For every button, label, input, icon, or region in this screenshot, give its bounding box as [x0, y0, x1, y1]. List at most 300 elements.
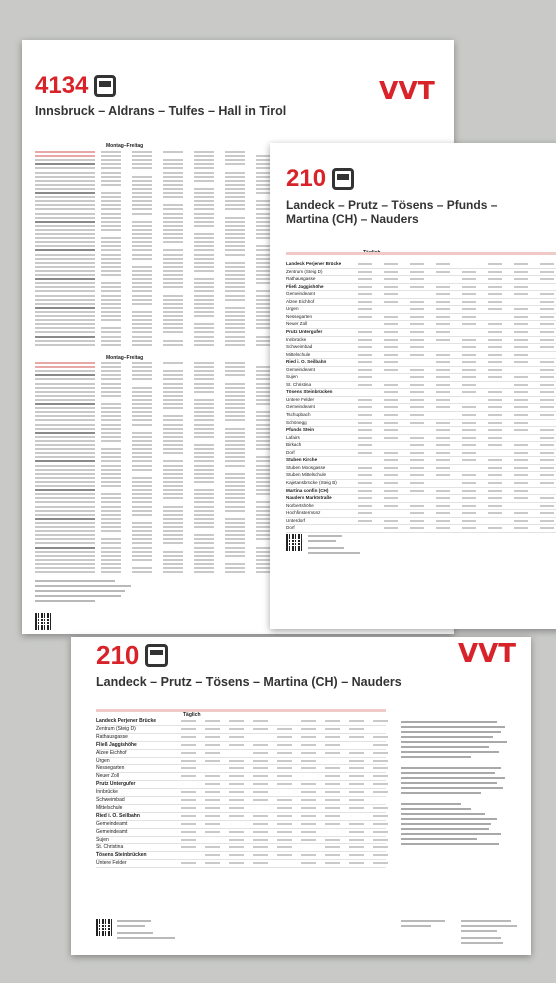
- table-row-time: [194, 180, 214, 182]
- table-row-time: [101, 286, 121, 288]
- time-cell: [410, 271, 424, 273]
- table-row-stop: [35, 315, 95, 317]
- row-divider: [286, 403, 556, 404]
- table-row-time: [225, 444, 245, 446]
- time-cell: [277, 783, 292, 785]
- time-cell: [540, 301, 554, 303]
- time-cell: [436, 497, 450, 499]
- time-cell: [410, 391, 424, 393]
- table-row-time: [163, 538, 183, 540]
- table-row-time: [101, 331, 121, 333]
- table-row-time: [225, 526, 245, 528]
- table-row-time: [225, 440, 245, 442]
- table-row-time: [194, 465, 214, 467]
- table-row-time: [132, 530, 152, 532]
- time-cell: [277, 839, 292, 841]
- table-row-time: [101, 295, 121, 297]
- table-row-time: [101, 303, 121, 305]
- table-row-time: [194, 383, 214, 385]
- time-cell: [205, 760, 220, 762]
- table-row-time: [163, 485, 183, 487]
- time-cell: [253, 760, 268, 762]
- time-cell: [410, 316, 424, 318]
- row-divider: [96, 859, 386, 860]
- time-cell: [384, 301, 398, 303]
- table-row-time: [225, 387, 245, 389]
- time-cell: [301, 807, 316, 809]
- table-row-time: [225, 172, 245, 174]
- table-row-time: [101, 299, 121, 301]
- qr-code: [35, 613, 52, 630]
- table-row-time: [194, 254, 214, 256]
- time-cell: [436, 505, 450, 507]
- table-row-time: [194, 424, 214, 426]
- row-divider: [286, 524, 556, 525]
- table-row-time: [194, 522, 214, 524]
- time-cell: [373, 775, 388, 777]
- table-row-time: [225, 151, 245, 153]
- time-cell: [514, 406, 528, 408]
- route-title-line-2: Martina (CH) – Nauders: [286, 211, 419, 226]
- time-cell: [436, 316, 450, 318]
- stop-name: Ried i. O. Seilbahn: [286, 359, 327, 365]
- time-cell: [436, 286, 450, 288]
- table-row-time: [225, 374, 245, 376]
- time-cell: [436, 467, 450, 469]
- table-row-time: [163, 204, 183, 206]
- table-row-time: [163, 481, 183, 483]
- table-row-time: [132, 465, 152, 467]
- table-row-time: [194, 551, 214, 553]
- table-row-time: [163, 391, 183, 393]
- time-cell: [462, 346, 476, 348]
- time-cell: [514, 331, 528, 333]
- stop-name: Nessegarten: [96, 765, 125, 772]
- time-cell: [540, 339, 554, 341]
- table-row-time: [225, 563, 245, 565]
- table-row-time: [101, 559, 121, 561]
- row-divider: [286, 268, 556, 269]
- time-cell: [358, 293, 372, 295]
- table-row-time: [132, 270, 152, 272]
- table-row-time: [194, 204, 214, 206]
- table-row-time: [225, 391, 245, 393]
- table-row-time: [132, 526, 152, 528]
- time-cell: [540, 361, 554, 363]
- table-row-time: [225, 518, 245, 520]
- time-cell: [488, 323, 502, 325]
- table-row-time: [101, 460, 121, 462]
- table-row-time: [132, 327, 152, 329]
- table-row-time: [132, 419, 152, 421]
- table-row-time: [132, 403, 152, 405]
- time-cell: [436, 437, 450, 439]
- table-row-time: [194, 518, 214, 520]
- table-row-time: [225, 481, 245, 483]
- table-row-time: [194, 411, 214, 413]
- table-row-time: [101, 481, 121, 483]
- time-cell: [181, 823, 196, 825]
- table-row-stop: [35, 555, 95, 557]
- route-number: [35, 74, 116, 98]
- time-cell: [540, 316, 554, 318]
- table-row-time: [101, 290, 121, 292]
- table-row-time: [225, 436, 245, 438]
- table-row-stop: [35, 542, 95, 544]
- time-cell: [384, 452, 398, 454]
- table-row-time: [225, 311, 245, 313]
- time-cell: [540, 520, 554, 522]
- table-row-time: [225, 249, 245, 251]
- table-row-stop: [35, 506, 95, 508]
- time-cell: [514, 512, 528, 514]
- table-row-time: [163, 208, 183, 210]
- time-cell: [325, 807, 340, 809]
- table-row-time: [163, 514, 183, 516]
- table-row-time: [132, 200, 152, 202]
- info-note-line: [401, 808, 471, 810]
- time-cell: [540, 406, 554, 408]
- stop-name: Alzee Eichhof: [286, 298, 315, 304]
- time-cell: [349, 846, 364, 848]
- table-row-time: [132, 551, 152, 553]
- time-cell: [540, 308, 554, 310]
- table-row-stop: [35, 428, 95, 430]
- table-row-time: [194, 514, 214, 516]
- time-cell: [462, 384, 476, 386]
- time-cell: [488, 429, 502, 431]
- footnote-line: [35, 600, 95, 602]
- days-label: Täglich: [183, 712, 201, 718]
- timetable-sheet-210-nauders: [270, 143, 556, 629]
- time-cell: [436, 422, 450, 424]
- time-cell: [540, 271, 554, 273]
- table-row-time: [101, 465, 121, 467]
- table-row-stop: [35, 473, 95, 475]
- time-cell: [229, 839, 244, 841]
- time-cell: [325, 791, 340, 793]
- time-cell: [540, 323, 554, 325]
- table-row-time: [163, 295, 183, 297]
- time-cell: [358, 339, 372, 341]
- vvt-logo: VVT: [458, 639, 516, 669]
- time-cell: [488, 293, 502, 295]
- time-cell: [410, 406, 424, 408]
- table-row-stop: [35, 530, 95, 532]
- time-cell: [277, 736, 292, 738]
- fine-print: [308, 535, 342, 537]
- table-row-time: [132, 213, 152, 215]
- table-row-time: [101, 327, 121, 329]
- table-row-time: [163, 266, 183, 268]
- info-note-line: [401, 803, 461, 805]
- table-row-time: [225, 262, 245, 264]
- table-row-time: [101, 374, 121, 376]
- time-cell: [301, 791, 316, 793]
- stop-name: Gemeindeamt: [96, 828, 128, 835]
- time-cell: [488, 490, 502, 492]
- time-cell: [540, 429, 554, 431]
- table-row-stop: [35, 407, 95, 409]
- table-row-stop: [35, 208, 95, 210]
- time-cell: [436, 301, 450, 303]
- time-cell: [384, 467, 398, 469]
- table-row-time: [132, 493, 152, 495]
- fine-print: [117, 932, 153, 934]
- table-row-time: [163, 262, 183, 264]
- table-row-time: [101, 530, 121, 532]
- time-cell: [436, 490, 450, 492]
- time-cell: [436, 263, 450, 265]
- table-row-stop: [35, 286, 95, 288]
- table-row-time: [163, 278, 183, 280]
- table-row-time: [163, 196, 183, 198]
- table-row-time: [101, 432, 121, 434]
- info-note-line: [401, 792, 481, 794]
- route-number-text: 4134: [35, 72, 89, 99]
- table-row-time: [132, 460, 152, 462]
- time-cell: [462, 316, 476, 318]
- time-cell: [410, 376, 424, 378]
- table-row-stop: [35, 370, 95, 372]
- time-cell: [301, 815, 316, 817]
- time-cell: [436, 308, 450, 310]
- fine-print: [461, 930, 497, 932]
- time-cell: [205, 807, 220, 809]
- table-row-time: [225, 415, 245, 417]
- table-row-time: [132, 506, 152, 508]
- table-row-time: [132, 538, 152, 540]
- table-row-stop: [35, 159, 95, 161]
- time-cell: [514, 263, 528, 265]
- time-cell: [540, 263, 554, 265]
- stop-name: Kajetansbrücke (Steig B): [286, 479, 337, 485]
- time-cell: [488, 527, 502, 529]
- table-row-stop: [35, 233, 95, 235]
- table-row-time: [163, 374, 183, 376]
- time-cell: [410, 474, 424, 476]
- row-divider: [286, 336, 556, 337]
- table-row-time: [132, 469, 152, 471]
- time-cell: [488, 301, 502, 303]
- table-row-time: [194, 262, 214, 264]
- info-note-line: [401, 787, 503, 789]
- table-row-time: [101, 200, 121, 202]
- stop-name: Gemeindeamt: [286, 291, 315, 297]
- table-row-time: [101, 159, 121, 161]
- table-row-stop: [35, 180, 95, 182]
- time-cell: [384, 459, 398, 461]
- table-row-time: [163, 559, 183, 561]
- time-cell: [514, 354, 528, 356]
- table-row-time: [101, 344, 121, 346]
- table-row-stop: [35, 444, 95, 446]
- table-row-time: [225, 184, 245, 186]
- bus-icon: [332, 168, 354, 190]
- table-row-time: [101, 469, 121, 471]
- table-row-stop: [35, 518, 95, 520]
- table-row-time: [225, 571, 245, 573]
- table-row-stop: [35, 225, 95, 227]
- table-row-stop: [35, 448, 95, 450]
- table-row-time: [225, 383, 245, 385]
- time-cell: [488, 271, 502, 273]
- time-cell: [181, 862, 196, 864]
- time-cell: [358, 422, 372, 424]
- table-row-time: [225, 290, 245, 292]
- table-row-time: [225, 534, 245, 536]
- table-row-time: [163, 163, 183, 165]
- table-row-time: [225, 286, 245, 288]
- time-cell: [540, 376, 554, 378]
- table-row-time: [194, 188, 214, 190]
- table-row-stop: [35, 262, 95, 264]
- row-divider: [286, 320, 556, 321]
- fine-print: [461, 920, 511, 922]
- time-cell: [540, 369, 554, 371]
- time-cell: [514, 376, 528, 378]
- time-cell: [462, 490, 476, 492]
- table-row-time: [225, 522, 245, 524]
- table-row-time: [225, 340, 245, 342]
- table-row-time: [225, 473, 245, 475]
- time-cell: [253, 831, 268, 833]
- time-cell: [358, 369, 372, 371]
- time-cell: [358, 437, 372, 439]
- table-row-stop: [35, 331, 95, 333]
- time-cell: [205, 736, 220, 738]
- table-row-time: [132, 163, 152, 165]
- time-cell: [488, 512, 502, 514]
- table-row-stop: [35, 204, 95, 206]
- stop-name: Mittelschule: [286, 351, 311, 357]
- table-row-time: [194, 477, 214, 479]
- table-row-time: [194, 526, 214, 528]
- time-cell: [514, 361, 528, 363]
- table-row-time: [132, 440, 152, 442]
- table-row-time: [101, 163, 121, 165]
- time-cell: [349, 807, 364, 809]
- table-row-time: [225, 510, 245, 512]
- table-row-time: [225, 465, 245, 467]
- time-cell: [325, 839, 340, 841]
- table-row-stop: [35, 155, 95, 157]
- table-row-time: [101, 547, 121, 549]
- time-cell: [488, 361, 502, 363]
- table-row-stop: [35, 571, 95, 573]
- table-row-stop: [35, 188, 95, 190]
- time-cell: [358, 354, 372, 356]
- footnote-line: [35, 590, 125, 592]
- time-cell: [514, 444, 528, 446]
- table-row-time: [132, 514, 152, 516]
- table-row-time: [194, 501, 214, 503]
- table-row-time: [101, 419, 121, 421]
- time-cell: [301, 767, 316, 769]
- time-cell: [277, 799, 292, 801]
- table-row-time: [101, 395, 121, 397]
- time-cell: [384, 346, 398, 348]
- stop-name: Schweimbad: [96, 797, 125, 803]
- table-row-time: [163, 526, 183, 528]
- time-cell: [229, 807, 244, 809]
- time-cell: [436, 354, 450, 356]
- time-cell: [540, 452, 554, 454]
- table-row-stop: [35, 378, 95, 380]
- table-row-time: [194, 299, 214, 301]
- table-row-stop: [35, 274, 95, 276]
- table-row-stop: [35, 501, 95, 503]
- time-cell: [462, 422, 476, 424]
- table-row-stop: [35, 290, 95, 292]
- table-row-time: [163, 307, 183, 309]
- table-row-time: [194, 370, 214, 372]
- fine-print: [461, 925, 517, 927]
- table-row-time: [163, 506, 183, 508]
- time-cell: [410, 354, 424, 356]
- table-header: [286, 252, 556, 255]
- time-cell: [325, 744, 340, 746]
- table-row-time: [163, 327, 183, 329]
- time-cell: [488, 278, 502, 280]
- time-cell: [514, 308, 528, 310]
- time-cell: [514, 474, 528, 476]
- table-row-stop: [35, 303, 95, 305]
- table-row-time: [101, 241, 121, 243]
- time-cell: [229, 760, 244, 762]
- table-row-time: [163, 340, 183, 342]
- row-divider: [286, 502, 556, 503]
- time-cell: [384, 497, 398, 499]
- bus-icon: [94, 75, 116, 97]
- time-cell: [325, 799, 340, 801]
- time-cell: [325, 783, 340, 785]
- time-cell: [410, 308, 424, 310]
- row-divider: [96, 749, 386, 750]
- stop-name: Pfunds Stein: [286, 427, 315, 433]
- table-row-time: [132, 225, 152, 227]
- table-row-time: [132, 547, 152, 549]
- time-cell: [205, 720, 220, 722]
- time-cell: [358, 414, 372, 416]
- table-row-time: [163, 311, 183, 313]
- table-row-stop: [35, 245, 95, 247]
- info-note-line: [401, 731, 501, 733]
- time-cell: [514, 422, 528, 424]
- time-cell: [301, 783, 316, 785]
- table-row-time: [194, 245, 214, 247]
- time-cell: [358, 474, 372, 476]
- table-row-stop: [35, 481, 95, 483]
- time-cell: [181, 775, 196, 777]
- table-row-time: [194, 489, 214, 491]
- table-row-time: [225, 229, 245, 231]
- stop-name: Rathausgasse: [286, 276, 316, 282]
- time-cell: [462, 520, 476, 522]
- time-cell: [181, 799, 196, 801]
- table-row-time: [101, 448, 121, 450]
- time-cell: [349, 760, 364, 762]
- time-cell: [514, 459, 528, 461]
- row-divider: [286, 283, 556, 284]
- time-cell: [253, 799, 268, 801]
- table-row-stop: [35, 465, 95, 467]
- table-row-stop: [35, 151, 95, 153]
- time-cell: [253, 783, 268, 785]
- time-cell: [205, 799, 220, 801]
- table-row-stop: [35, 184, 95, 186]
- table-row-time: [132, 477, 152, 479]
